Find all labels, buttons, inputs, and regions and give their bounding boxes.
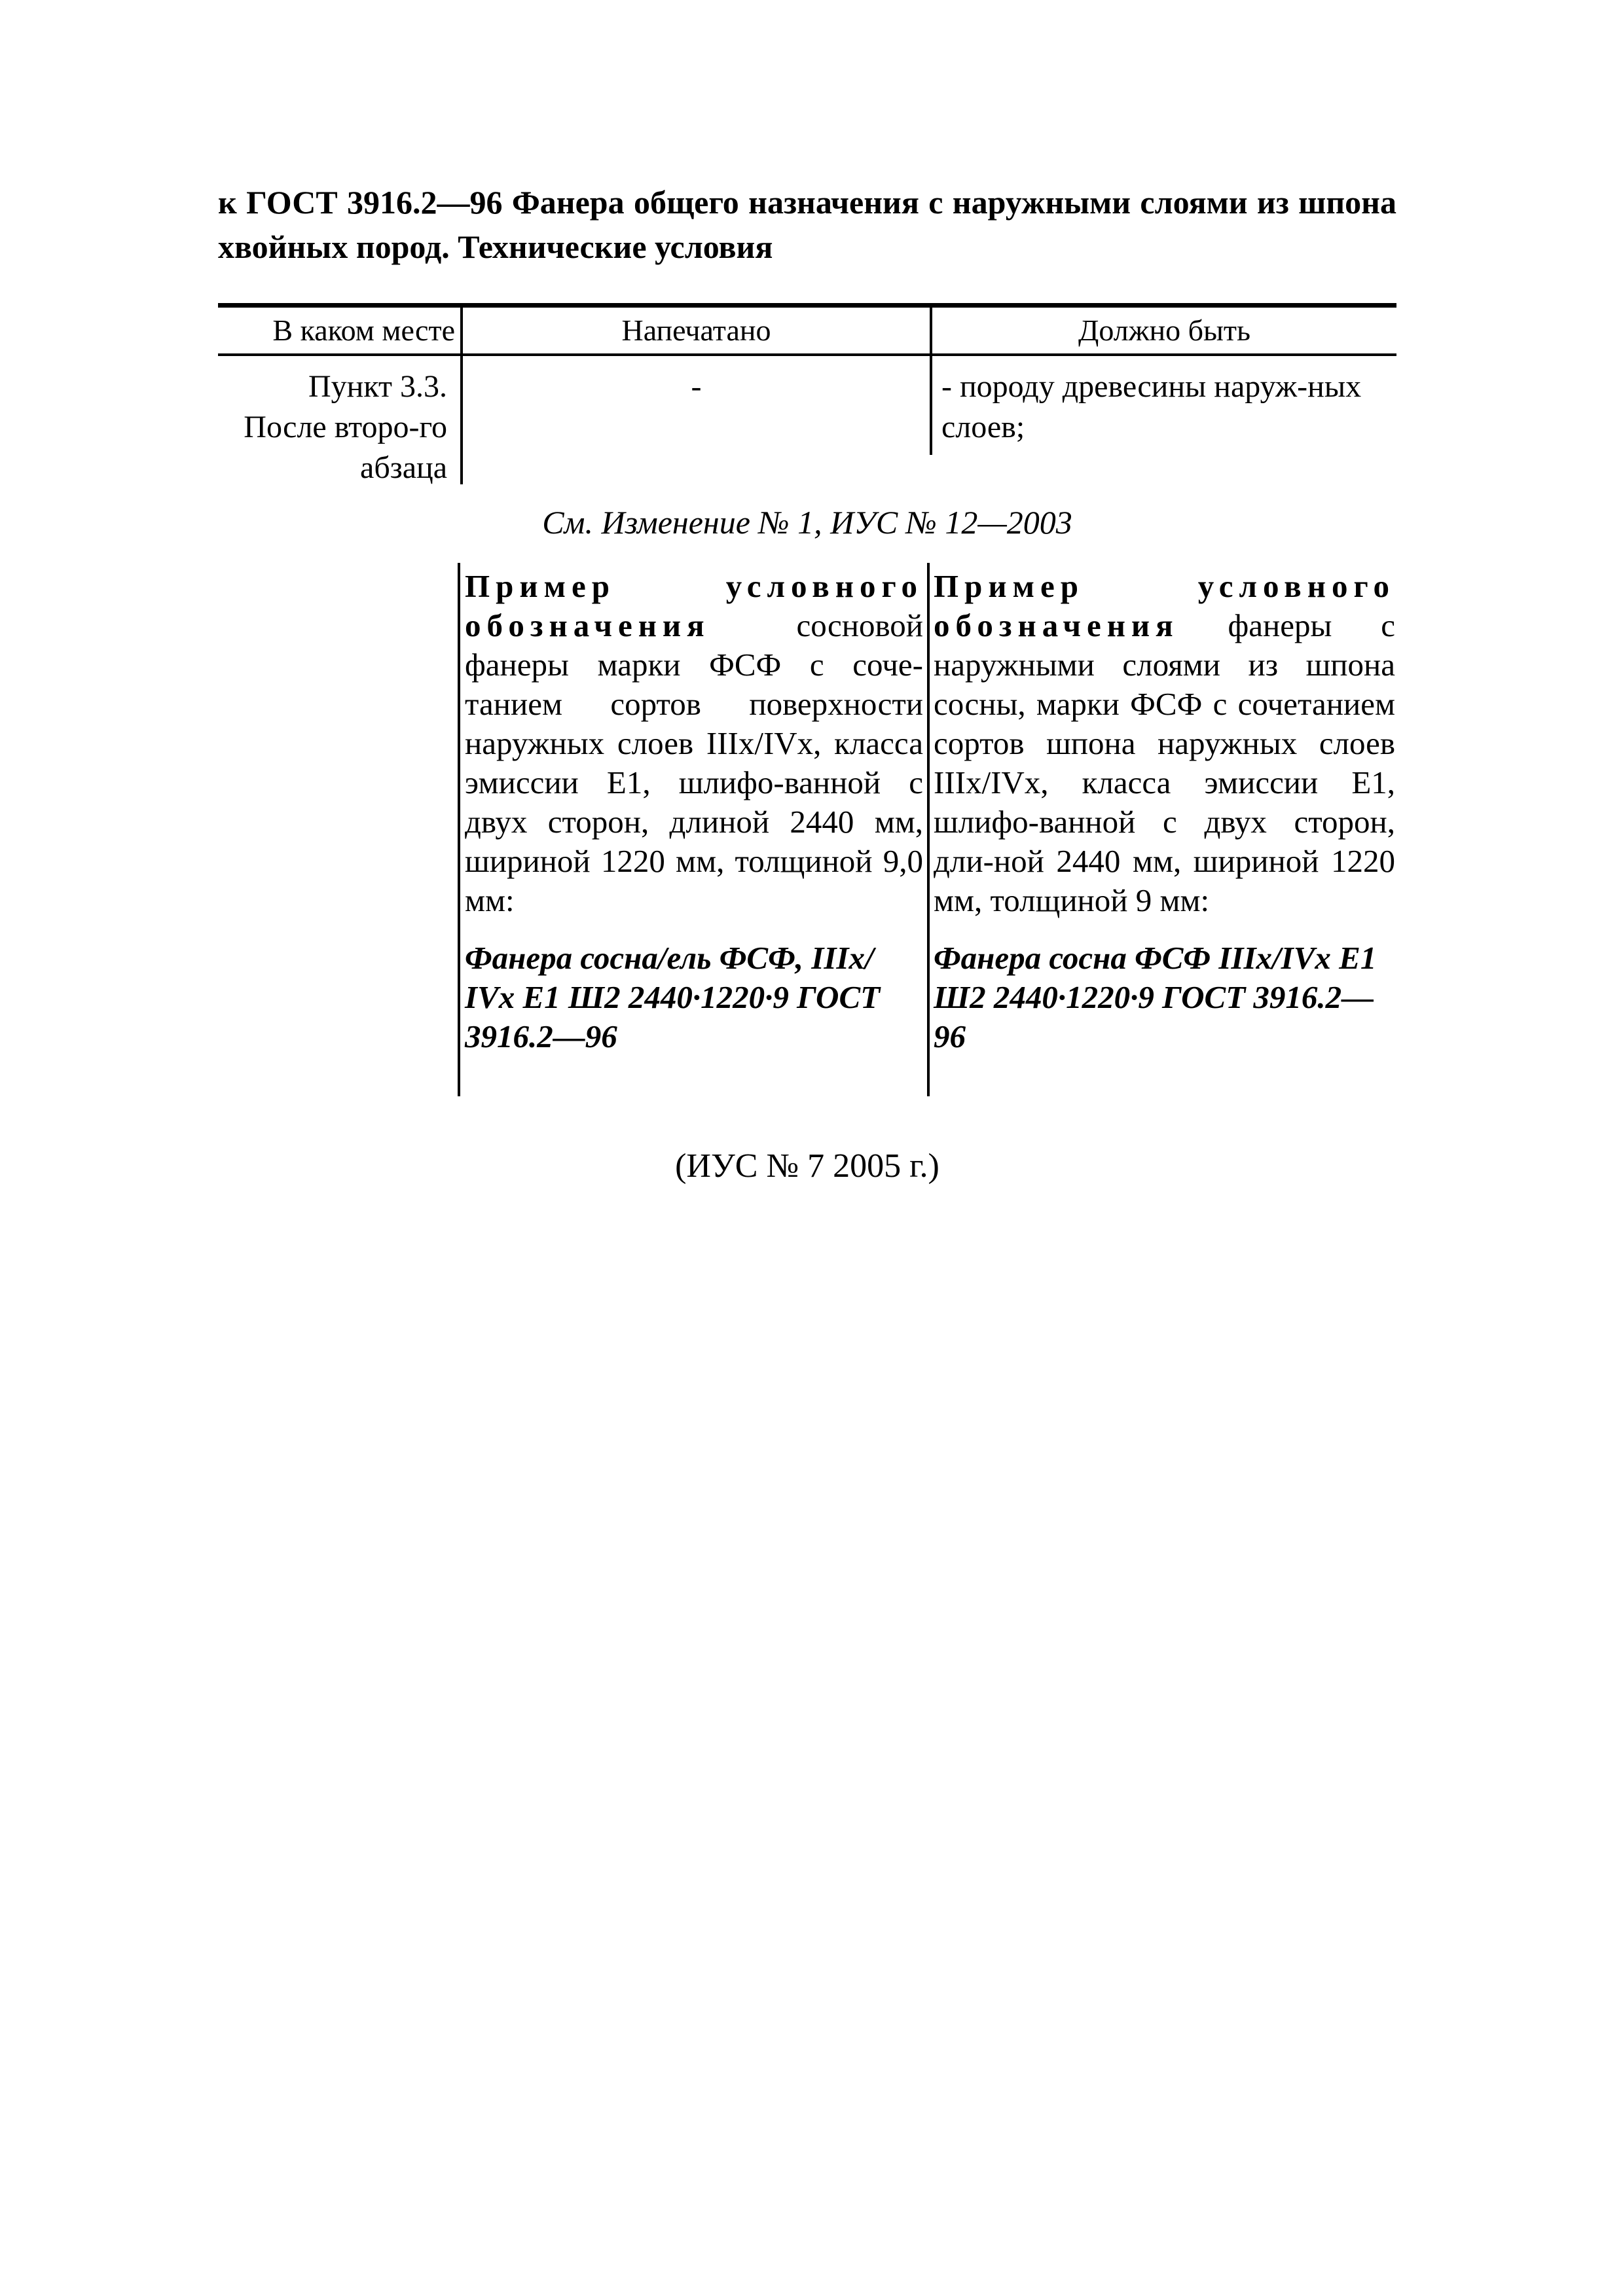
example-should-be — [934, 567, 1395, 1056]
header-should-be: Должно быть — [1078, 314, 1251, 347]
row-where: Пункт 3.3. После второ-го абзаца — [244, 369, 447, 485]
example-should-be-text: фанеры с наружными слоями из шпона сосны, марки ФСФ с сочетанием сортов шпона наружных слоев IIIх/IVх, класса эмиссии Е1, шлифо-ванной с двух сторон, дли-ной 2440 мм, шириной 1220 мм, толщиной 9 мм: — [934, 607, 1396, 918]
see-also-note: См. Изменение № 1, ИУС № 12—2003 — [542, 504, 1072, 541]
table-top-rule — [218, 303, 1396, 308]
example-column-divider — [458, 563, 460, 1096]
table-header-rule — [218, 353, 1396, 356]
example-should-be-lead: Пример условного обозначения — [934, 568, 1395, 643]
header-printed: Напечатано — [621, 314, 771, 347]
example-printed — [465, 567, 923, 1056]
example-should-be-code: Фанера сосна ФСФ IIIх/IVх Е1 Ш2 2440·1220·9 ГОСТ 3916.2—96 — [934, 940, 1377, 1054]
row-printed: - — [691, 369, 702, 404]
example-printed-text: сосновой фанеры марки ФСФ с соче-танием сортов поверхности наружных слоев IIIх/IVх, класса эмиссии Е1, шлифо-ванной с двух сторон, длиной 2440 мм, шириной 1220 мм, толщиной 9,0 мм: — [465, 607, 923, 918]
header-where: В каком месте — [272, 314, 455, 347]
document-heading: к ГОСТ 3916.2—96 Фанера общего назначения с наружными слоями из шпона хвойных пород. Технические условия — [218, 184, 1396, 265]
example-column-divider — [927, 563, 930, 1096]
row-should-be: - породу древесины наруж-ных слоев; — [941, 369, 1362, 444]
example-printed-lead: Пример условного обозначения — [465, 568, 923, 643]
footer-note: (ИУС № 7 2005 г.) — [675, 1147, 939, 1185]
example-printed-code: Фанера сосна/ель ФСФ, IIIх/ IVх Е1 Ш2 2440·1220·9 ГОСТ 3916.2—96 — [465, 940, 881, 1054]
